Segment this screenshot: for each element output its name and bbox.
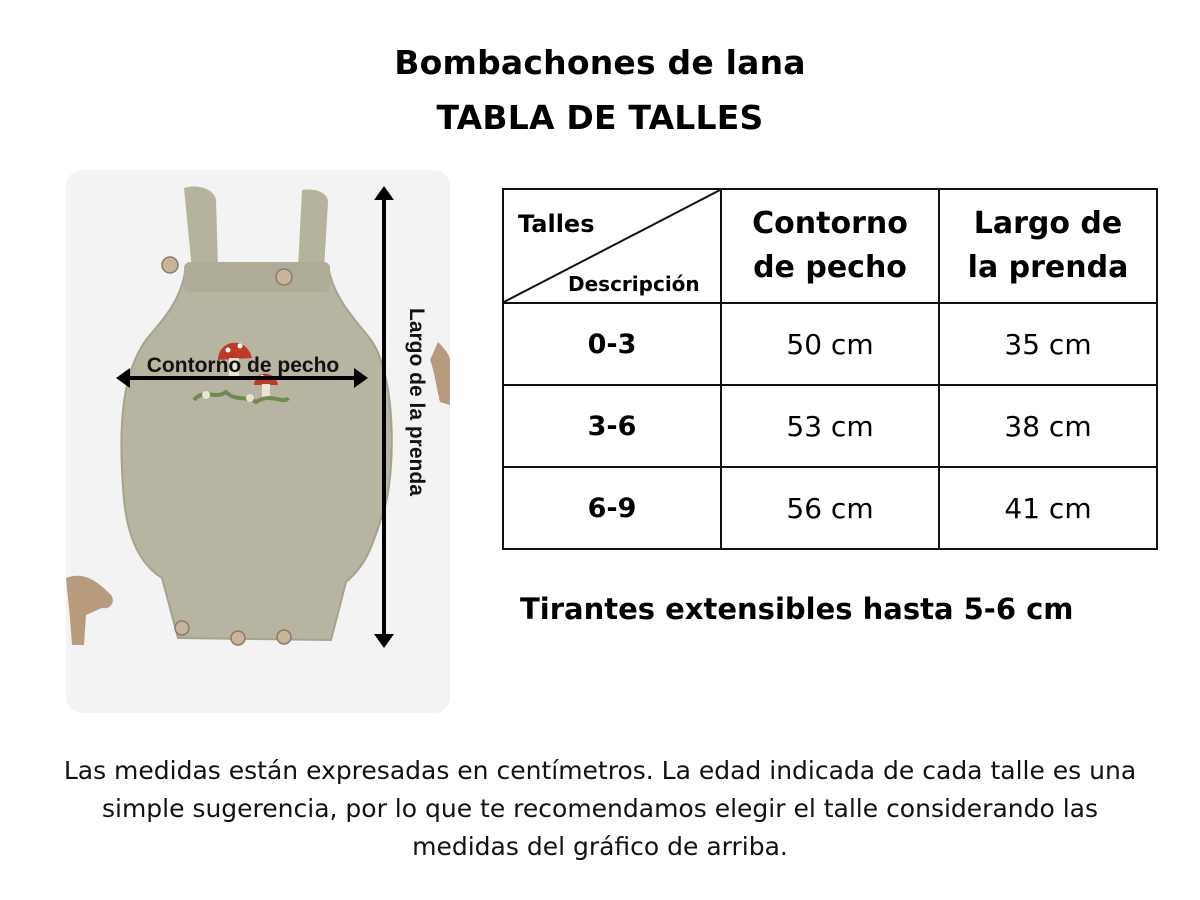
size-cell: 3-6	[503, 385, 721, 467]
button-icon	[231, 631, 245, 645]
chest-cell: 56 cm	[721, 467, 939, 549]
wooden-toy-right	[430, 342, 450, 405]
column-header-line: Contorno	[752, 206, 908, 241]
chest-cell: 53 cm	[721, 385, 939, 467]
footer-line: simple sugerencia, por lo que te recomendamos elegir el talle considerando las	[101, 794, 1099, 823]
table-header-row	[503, 189, 1157, 303]
button-icon	[175, 621, 189, 635]
column-header-line: Largo de	[973, 206, 1123, 241]
table-row	[503, 303, 1157, 385]
chest-label: Contorno de pecho	[146, 354, 340, 377]
button-icon	[277, 630, 291, 644]
corner-label-talles: Talles	[518, 210, 595, 238]
product-photo	[66, 170, 450, 713]
chest-cell: 50 cm	[721, 303, 939, 385]
size-cell: 0-3	[503, 303, 721, 385]
table-row	[503, 385, 1157, 467]
strap-note: Tirantes extensibles hasta 5-6 cm	[520, 592, 1074, 626]
length-cell: 41 cm	[939, 467, 1157, 549]
column-header-chest	[721, 189, 939, 303]
corner-label-descripcion: Descripción	[568, 272, 700, 296]
table-row	[503, 467, 1157, 549]
column-header-line: de pecho	[753, 250, 907, 285]
length-cell: 38 cm	[939, 385, 1157, 467]
column-header-line: la prenda	[967, 250, 1129, 285]
length-label: Largo de la prenda	[405, 308, 428, 496]
page-subtitle: TABLA DE TALLES	[436, 98, 764, 137]
romper-illustration	[66, 170, 450, 713]
button-icon	[162, 257, 178, 273]
length-cell: 35 cm	[939, 303, 1157, 385]
footer-line: Las medidas están expresadas en centímetros. La edad indicada de cada talle es una	[63, 756, 1137, 785]
size-cell: 6-9	[503, 467, 721, 549]
table-corner-cell	[503, 189, 721, 303]
button-icon	[276, 269, 292, 285]
footer-disclaimer	[60, 752, 1140, 866]
page-title: Bombachones de lana	[394, 43, 806, 82]
footer-line: medidas del gráfico de arriba.	[412, 832, 788, 861]
size-table	[502, 188, 1158, 550]
column-header-length	[939, 189, 1157, 303]
wooden-toy-left	[66, 576, 113, 645]
